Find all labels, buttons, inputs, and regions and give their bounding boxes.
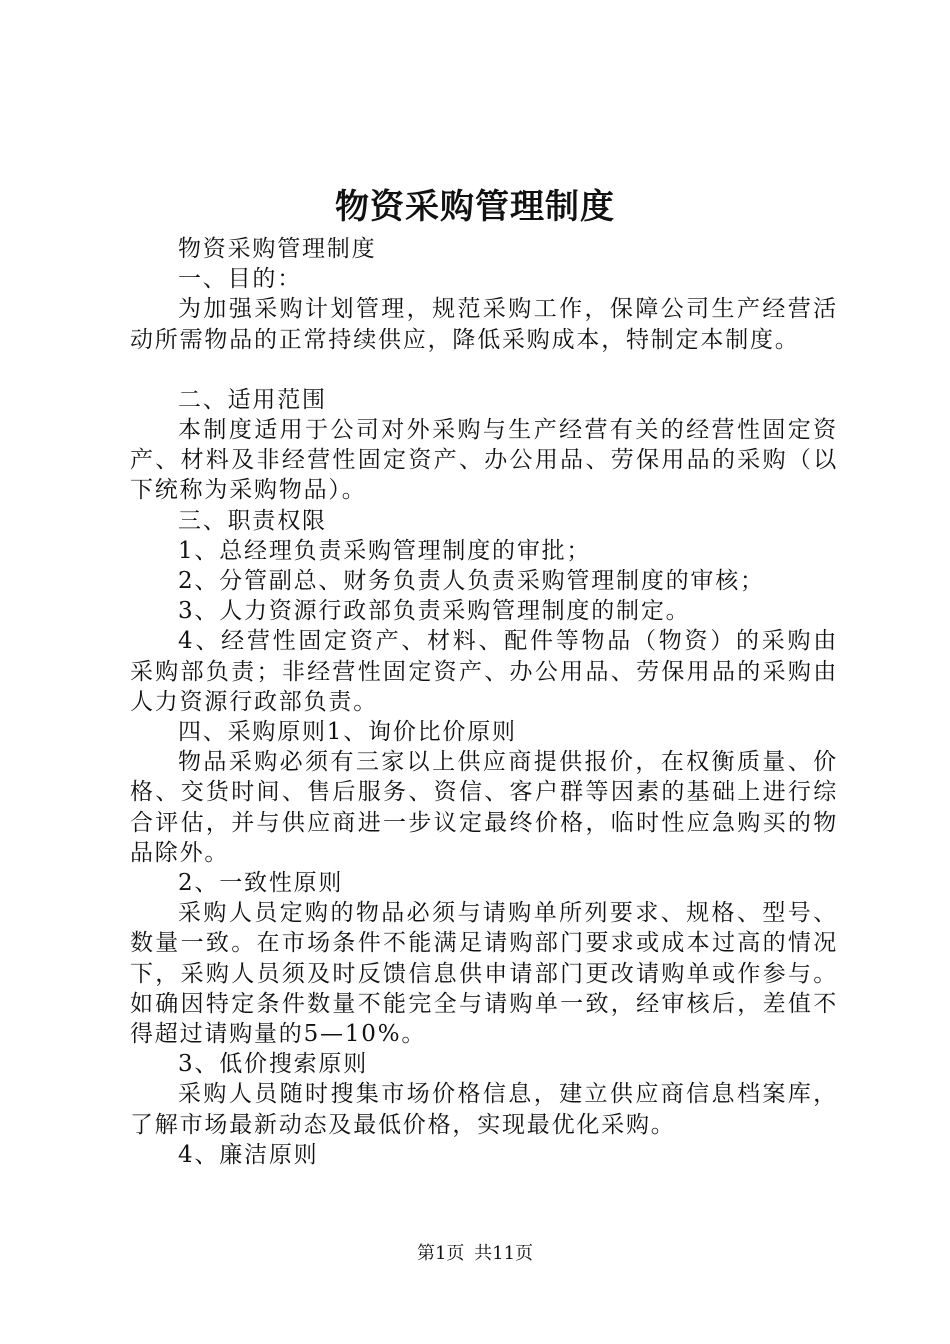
paragraph-purpose: 为加强采购计划管理，规范采购工作，保障公司生产经营活动所需物品的正常持续供应，降低采购成本，特制定本制度。 <box>130 296 838 353</box>
paragraph-heading: 物资采购管理制度 <box>178 236 377 262</box>
list-item: 1、总经理负责采购管理制度的审批； <box>178 537 592 564</box>
list-item: 4、经营性固定资产、材料、配件等物品（物资）的采购由采购部负责；非经营性固定资产、办公用品、劳保用品的采购由人力资源行政部负责。 <box>130 628 838 715</box>
paragraph-scope: 本制度适用于公司对外采购与生产经营有关的经营性固定资产、材料及非经营性固定资产、办公用品、劳保用品的采购（以下统称为采购物品）。 <box>130 417 838 504</box>
subheading-integrity: 4、廉洁原则 <box>178 1141 319 1168</box>
paragraph-consistency-principle: 采购人员定购的物品必须与请购单所列要求、规格、型号、数量一致。在市场条件不能满足请购部门要求或成本过高的情况下，采购人员须及时反馈信息供申请部门更改请购单或作参与。如确因特定条件数量不能完全与请购单一致，经审核后，差值不得超过请购量的5—10%。 <box>130 900 838 1048</box>
document-title: 物资采购管理制度 <box>335 187 615 227</box>
section-heading-scope: 二、适用范围 <box>178 386 327 413</box>
paragraph-inquiry-principle: 物品采购必须有三家以上供应商提供报价，在权衡质量、价格、交货时间、售后服务、资信、客户群等因素的基础上进行综合评估，并与供应商进一步议定最终价格，临时性应急购买的物品除外。 <box>130 749 838 866</box>
list-item: 2、分管副总、财务负责人负责采购管理制度的审核； <box>178 568 765 595</box>
section-heading-purpose: 一、目的： <box>178 266 302 293</box>
section-heading-responsibilities: 三、职责权限 <box>178 507 327 534</box>
document-body <box>130 234 838 1170</box>
page-number: 第1页 <box>416 1243 465 1264</box>
subheading-low-price: 3、低价搜索原则 <box>178 1051 369 1078</box>
section-heading-principles: 四、采购原则1、询价比价原则 <box>178 719 517 746</box>
page-total: 共11页 <box>474 1243 534 1264</box>
subheading-consistency: 2、一致性原则 <box>178 870 344 897</box>
page-footer <box>0 1242 950 1266</box>
paragraph-low-price-principle: 采购人员随时搜集市场价格信息，建立供应商信息档案库，了解市场最新动态及最低价格，实现最优化采购。 <box>130 1081 838 1138</box>
list-item: 3、人力资源行政部负责采购管理制度的制定。 <box>178 598 691 625</box>
